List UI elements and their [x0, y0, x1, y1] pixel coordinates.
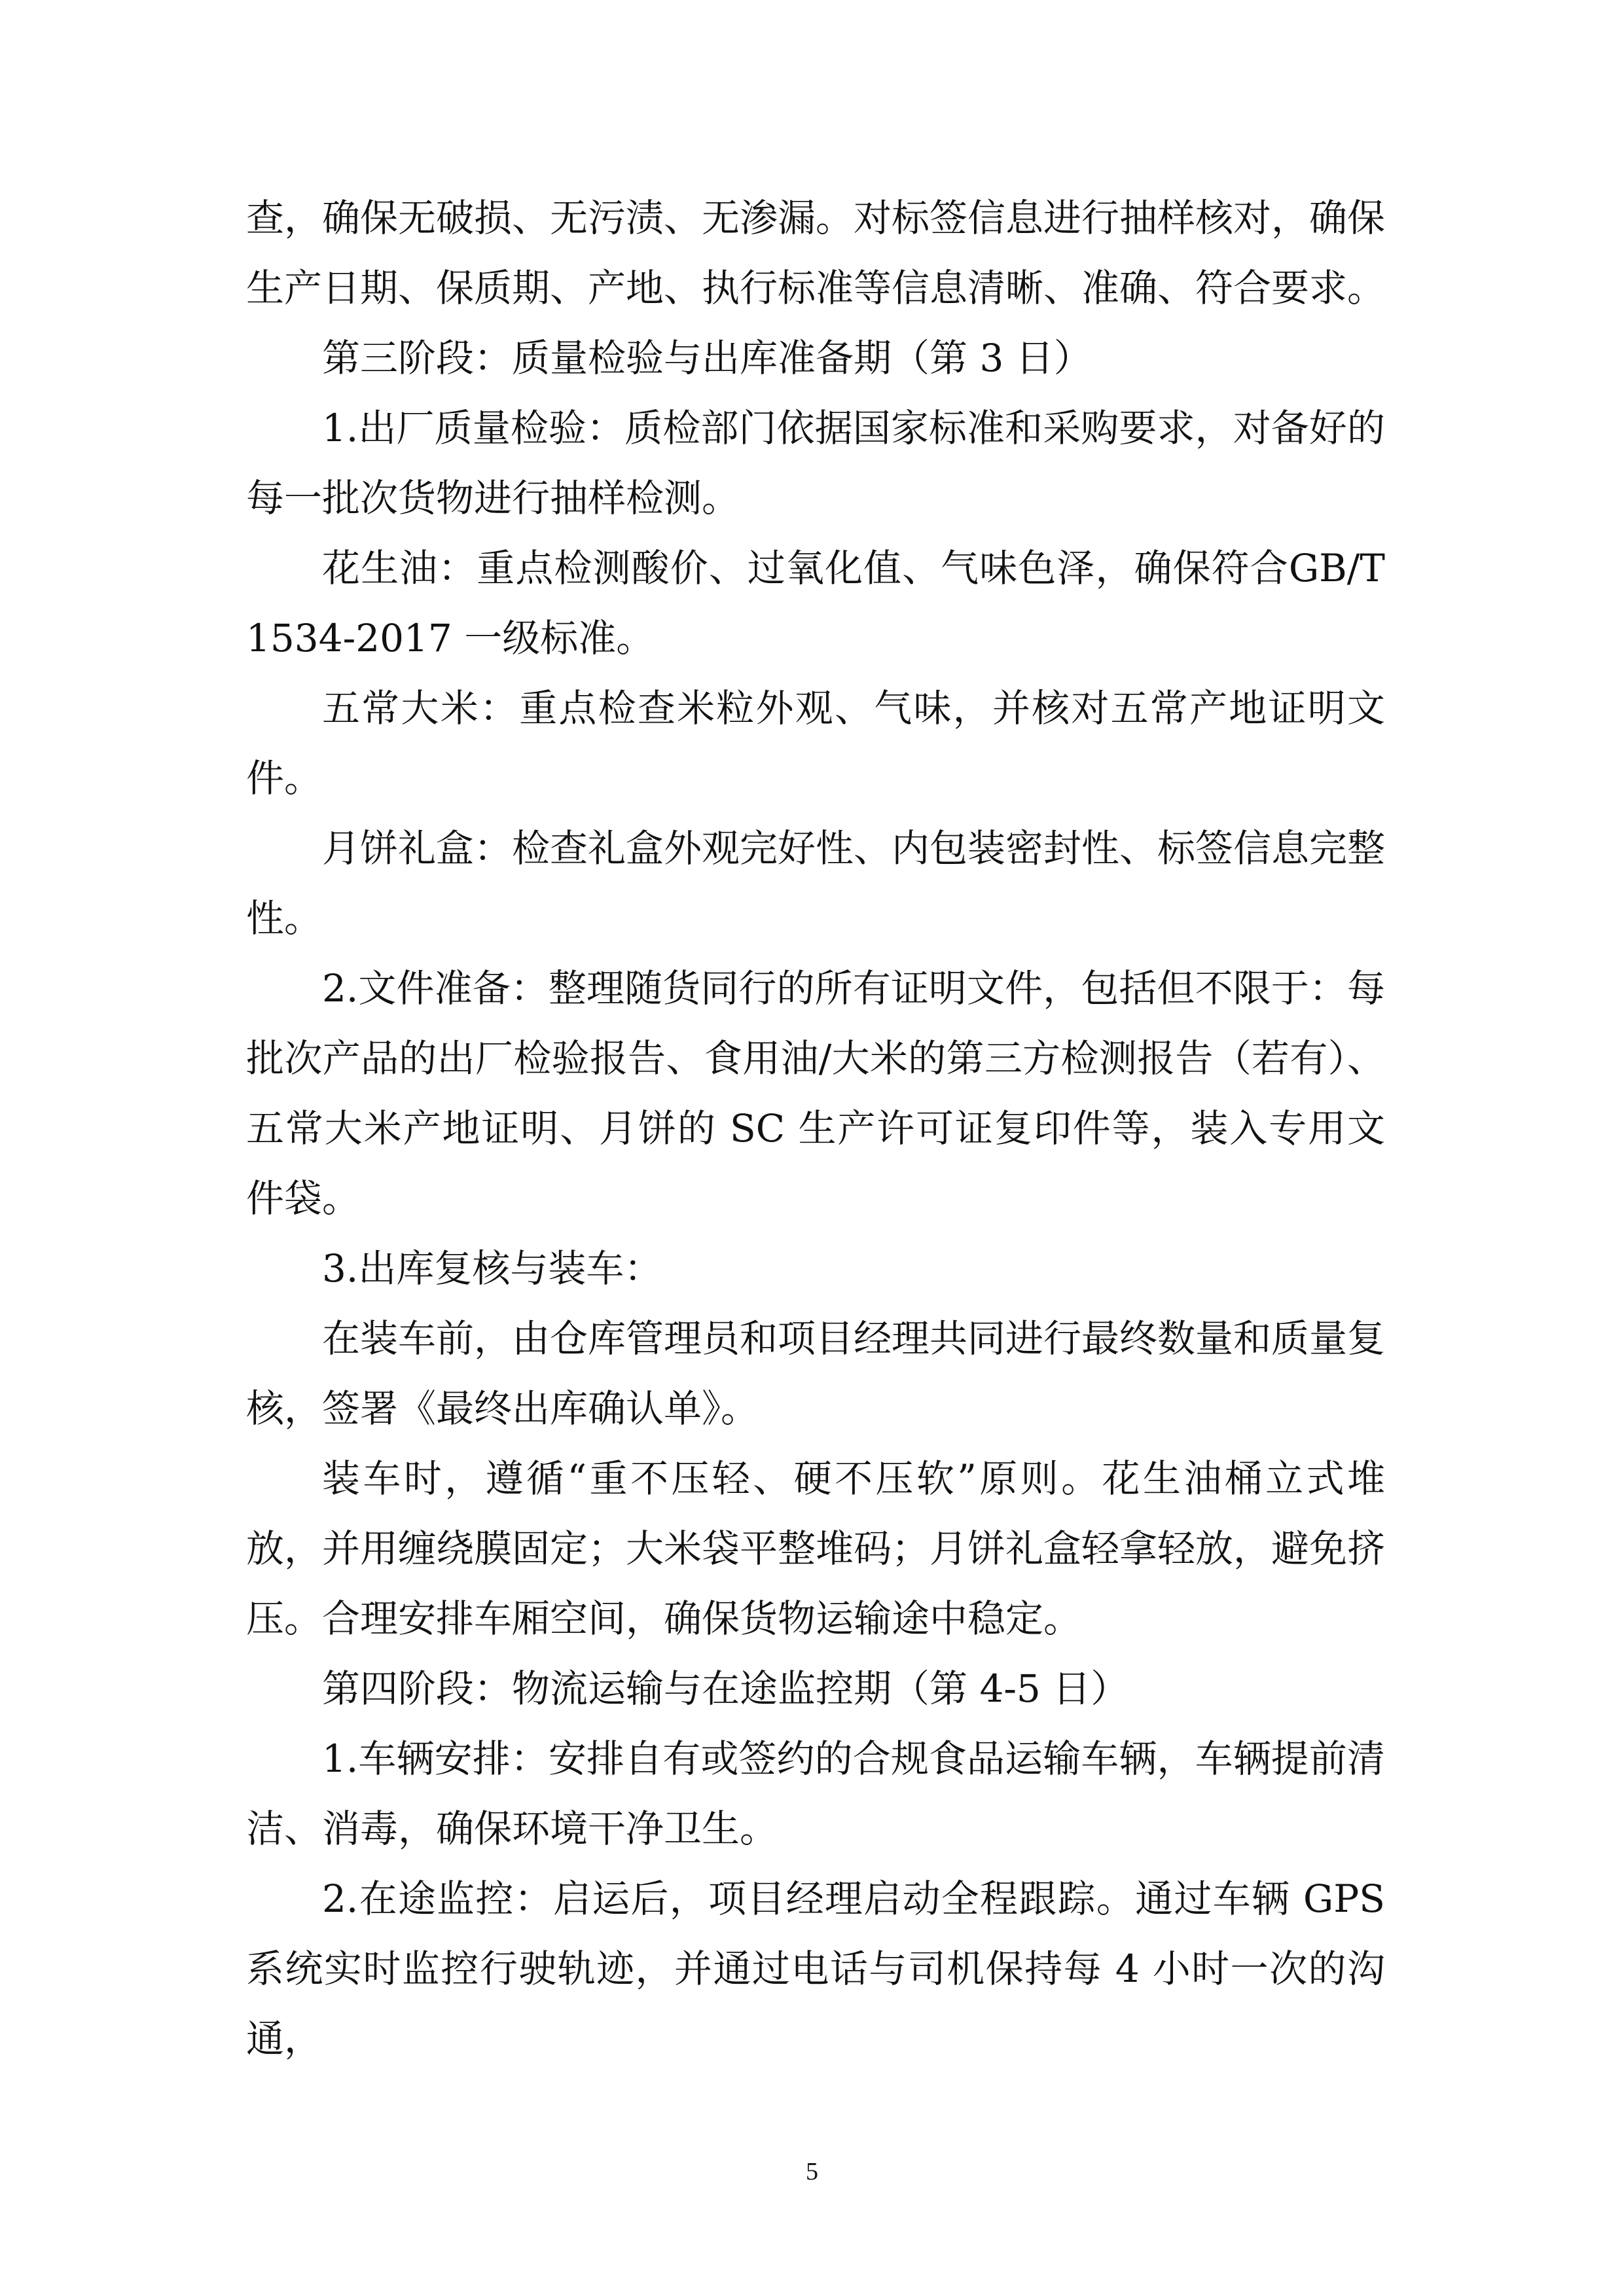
- page-body: [246, 183, 1385, 2074]
- stage-three-heading: 第三阶段：质量检验与出库准备期（第 3 日）: [322, 336, 1092, 380]
- paragraph-peanut-oil: 花生油：重点检测酸价、过氧化值、气味色泽，确保符合GB/T1534-2017 一级标准。: [246, 546, 1385, 660]
- paragraph-outbound-review-heading: 3.出库复核与装车：: [322, 1246, 662, 1291]
- paragraph-wuchang-rice: 五常大米：重点检查米粒外观、气味，并核对五常产地证明文件。: [246, 686, 1385, 800]
- paragraph-vehicle-arrangement: 1.车辆安排：安排自有或签约的合规食品运输车辆，车辆提前清洁、消毒，确保环境干净卫生。: [246, 1736, 1385, 1851]
- paragraph-mooncake-box: 月饼礼盒：检查礼盒外观完好性、内包装密封性、标签信息完整性。: [246, 826, 1386, 941]
- paragraph-continuation: 查，确保无破损、无污渍、无渗漏。对标签信息进行抽样核对，确保生产日期、保质期、产地、执行标准等信息清晰、准确、符合要求。: [246, 196, 1386, 310]
- paragraph-final-review: 在装车前，由仓库管理员和项目经理共同进行最终数量和质量复核，签署《最终出库确认单》。: [246, 1316, 1386, 1431]
- paragraph-loading-rules: 装车时，遵循“重不压轻、硬不压软”原则。花生油桶立式堆放，并用缠绕膜固定；大米袋平整堆码；月饼礼盒轻拿轻放，避免挤压。合理安排车厢空间，确保货物运输途中稳定。: [246, 1456, 1386, 1641]
- paragraph-transit-monitoring: 2.在途监控：启运后，项目经理启动全程跟踪。通过车辆 GPS 系统实时监控行驶轨迹，并通过电话与司机保持每 4 小时一次的沟通，: [246, 1876, 1385, 2061]
- stage-four-heading: 第四阶段：物流运输与在途监控期（第 4-5 日）: [322, 1666, 1129, 1711]
- page-number: 5: [806, 2158, 818, 2185]
- paragraph-quality-inspection: 1.出厂质量检验：质检部门依据国家标准和采购要求，对备好的每一批次货物进行抽样检测。: [246, 406, 1385, 520]
- paragraph-document-preparation: 2.文件准备：整理随货同行的所有证明文件，包括但不限于：每批次产品的出厂检验报告、食用油/大米的第三方检测报告（若有）、五常大米产地证明、月饼的 SC 生产许可证复印件等，装入专用文件袋。: [246, 966, 1385, 1221]
